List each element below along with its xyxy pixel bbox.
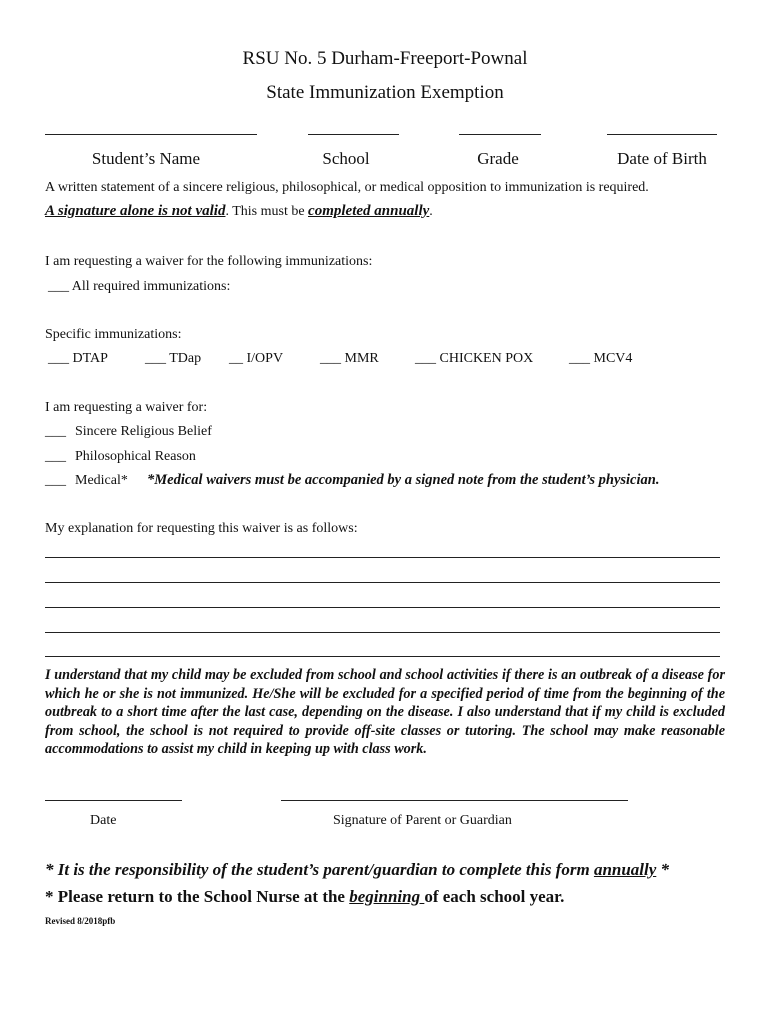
student-name-field[interactable] <box>45 134 257 135</box>
grade-field[interactable] <box>459 134 541 135</box>
medical-option: Medical* <box>75 473 128 488</box>
page-subtitle: State Immunization Exemption <box>266 82 504 103</box>
chicken-pox-option[interactable]: ___ CHICKEN POX <box>415 351 534 366</box>
explanation-label: My explanation for requesting this waiver is as follows: <box>45 521 358 536</box>
student-name-label: Student’s Name <box>91 149 201 168</box>
all-required-option[interactable]: ___ All required immunizations: <box>48 279 231 294</box>
waiver-intro: I am requesting a waiver for the following immunizations: <box>45 254 373 269</box>
religious-option: Sincere Religious Belief <box>75 424 212 439</box>
medical-blank[interactable]: ___ <box>45 473 66 488</box>
tdap-option[interactable]: ___ TDap <box>145 351 202 366</box>
revision-note: Revised 8/2018pfb <box>45 916 116 926</box>
explanation-line-3[interactable] <box>45 607 720 608</box>
return-text-end: of each school year. <box>424 887 565 906</box>
date-of-birth-field[interactable] <box>607 134 717 135</box>
parent-signature-label: Signature of Parent or Guardian <box>333 813 512 828</box>
explanation-line-2[interactable] <box>45 582 720 583</box>
philosophical-option: Philosophical Reason <box>75 449 196 464</box>
reason-intro: I am requesting a waiver for: <box>45 400 208 415</box>
school-label: School <box>322 149 370 168</box>
period-text: . <box>429 204 433 219</box>
understanding-paragraph: I understand that my child may be excluded from school and school activities if there is an outbreak of a disease for which he or she is not immunized. He/She will be excluded for a specified period of time from the beginning of the outbreak to a short time after the last case, depending on the disease. I also understand that if my child is excluded from school, the school is not required to provide off-site classes or tutoring. The school may make reasonable accommodations to assist my child in keeping up with class work. <box>45 667 725 757</box>
responsibility-star: * <box>656 860 670 879</box>
page-title: RSU No. 5 Durham-Freeport-Pownal <box>242 48 528 69</box>
explanation-line-4[interactable] <box>45 632 720 633</box>
responsibility-annually: annually <box>593 860 657 879</box>
parent-signature-field[interactable] <box>281 800 628 801</box>
responsibility-note <box>45 860 669 880</box>
return-text: * Please return to the School Nurse at the <box>45 887 350 906</box>
return-beginning: beginning <box>349 887 425 906</box>
religious-blank[interactable]: ___ <box>45 424 66 439</box>
grade-label: Grade <box>477 149 519 168</box>
mcv4-option[interactable]: ___ MCV4 <box>569 351 633 366</box>
school-field[interactable] <box>308 134 399 135</box>
responsibility-text: * It is the responsibility of the student’s parent/guardian to complete this form <box>45 860 594 879</box>
completed-annually-text: completed annually <box>308 203 430 219</box>
statement-requirement <box>45 203 433 220</box>
medical-note: *Medical waivers must be accompanied by a signed note from the student’s physician. <box>147 472 660 488</box>
date-field[interactable] <box>45 800 182 801</box>
dtap-option[interactable]: ___ DTAP <box>48 351 108 366</box>
date-of-birth-label: Date of Birth <box>617 149 707 168</box>
explanation-line-5[interactable] <box>45 656 720 657</box>
philosophical-blank[interactable]: ___ <box>45 449 66 464</box>
specific-immunizations-label: Specific immunizations: <box>45 327 182 342</box>
return-note <box>45 887 564 907</box>
date-label: Date <box>90 813 117 828</box>
must-be-text: . This must be <box>225 204 309 219</box>
explanation-line-1[interactable] <box>45 557 720 558</box>
mmr-option[interactable]: ___ MMR <box>320 351 379 366</box>
signature-not-valid-text: A signature alone is not valid <box>45 203 226 219</box>
statement-line: A written statement of a sincere religious, philosophical, or medical opposition to immunization is required. <box>45 180 649 195</box>
iopv-option[interactable]: __ I/OPV <box>229 351 284 366</box>
